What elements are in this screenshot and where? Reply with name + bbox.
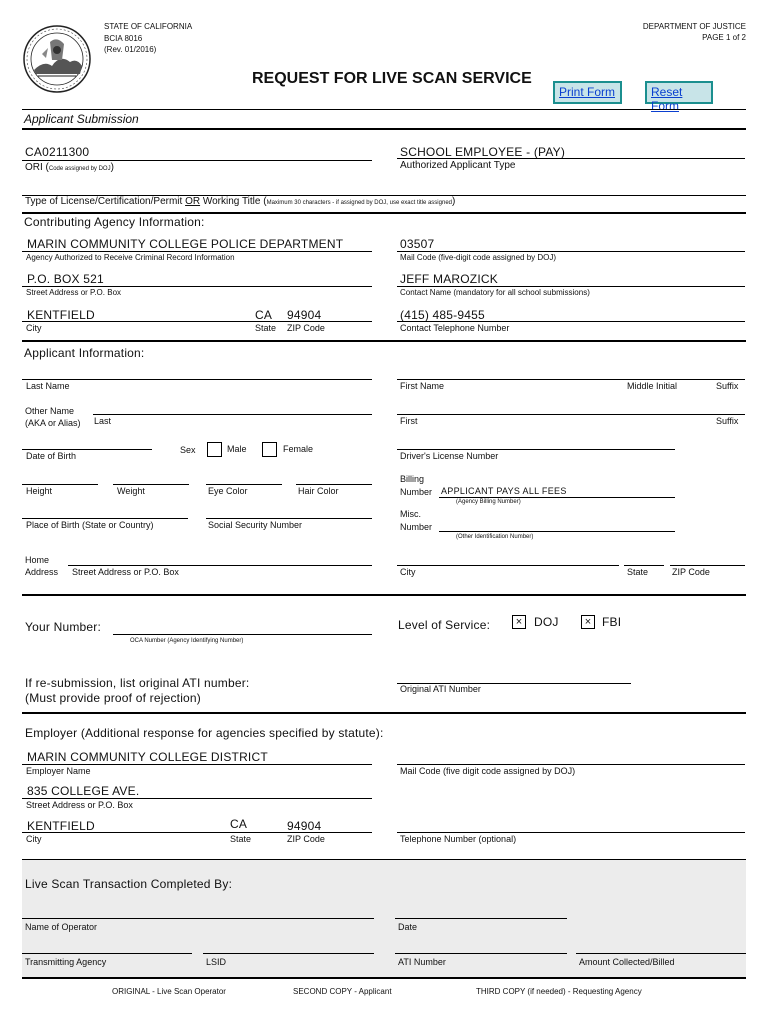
other-first-line — [397, 414, 745, 415]
divider — [22, 594, 746, 596]
employer-mail-line — [397, 764, 745, 765]
ssn-label: Social Security Number — [208, 520, 303, 530]
home-zip-label: ZIP Code — [672, 567, 710, 577]
sex-label: Sex — [180, 445, 196, 455]
state-seal — [22, 24, 92, 94]
phone-line — [397, 321, 745, 322]
header-revision: (Rev. 01/2016) — [104, 45, 157, 54]
dl-label: Driver's License Number — [400, 451, 499, 461]
employer-state-label: State — [230, 834, 252, 844]
employer-state-value[interactable]: CA — [230, 817, 248, 831]
other-name-label: Other Name — [25, 406, 75, 416]
resubmission-line-1: If re-submission, list original ATI number: — [25, 676, 250, 690]
employer-heading: Employer (Additional response for agencies specified by statute): — [25, 726, 384, 740]
street-line — [22, 286, 372, 287]
height-label: Height — [26, 486, 53, 496]
phone-value[interactable]: (415) 485-9455 — [400, 308, 485, 322]
misc-label-1: Misc. — [400, 509, 421, 519]
ori-value[interactable]: CA0211300 — [25, 145, 90, 159]
eye-line — [206, 484, 282, 485]
pob-line — [22, 518, 188, 519]
eye-label: Eye Color — [208, 486, 248, 496]
agency-value[interactable]: MARIN COMMUNITY COLLEGE POLICE DEPARTMENT — [27, 237, 344, 251]
home-street-label: Street Address or P.O. Box — [72, 567, 179, 577]
transmitting-line — [22, 953, 192, 954]
male-label: Male — [227, 444, 247, 454]
print-form-button[interactable]: Print Form — [553, 81, 622, 104]
ati-number-label: ATI Number — [398, 957, 446, 967]
ati-number-line — [395, 953, 567, 954]
other-suffix-label: Suffix — [716, 416, 739, 426]
header-form-code: BCIA 8016 — [104, 34, 143, 43]
home-state-label: State — [627, 567, 649, 577]
operator-label: Name of Operator — [25, 922, 98, 932]
employer-phone-line — [397, 832, 745, 833]
ori-label-end: ) — [110, 162, 114, 173]
resubmission-line-2: (Must provide proof of rejection) — [25, 691, 202, 705]
home-city-line — [397, 565, 619, 566]
mail-code-line — [397, 251, 745, 252]
mail-code-value[interactable]: 03507 — [400, 237, 435, 251]
footer-original: ORIGINAL - Live Scan Operator — [112, 987, 226, 996]
zip-value[interactable]: 94904 — [287, 308, 322, 322]
home-city-label: City — [400, 567, 416, 577]
mail-code-label: Mail Code (five-digit code assigned by DOJ) — [400, 253, 557, 262]
header-page: PAGE 1 of 2 — [702, 33, 746, 42]
divider — [22, 712, 746, 714]
ssn-line — [206, 518, 372, 519]
your-number-line — [113, 634, 372, 635]
phone-label: Contact Telephone Number — [400, 323, 510, 333]
employer-name-label: Employer Name — [26, 766, 91, 776]
ori-line — [22, 160, 372, 161]
state-label: State — [255, 323, 277, 333]
ati-label: Original ATI Number — [400, 684, 481, 694]
reset-form-button[interactable]: Reset Form — [645, 81, 713, 104]
divider — [22, 128, 746, 130]
ori-label-small: Code assigned by DOJ — [48, 166, 111, 172]
footer-second: SECOND COPY - Applicant — [293, 987, 392, 996]
contact-value[interactable]: JEFF MAROZICK — [400, 272, 498, 286]
pob-label: Place of Birth (State or Country) — [26, 520, 154, 530]
divider — [22, 212, 746, 214]
billing-small: (Agency Billing Number) — [456, 499, 521, 505]
amount-label: Amount Collected/Billed — [579, 957, 675, 967]
home-state-line — [624, 565, 664, 566]
employer-phone-label: Telephone Number (optional) — [400, 834, 517, 844]
hair-line — [296, 484, 372, 485]
fbi-checkbox[interactable]: × — [581, 615, 595, 629]
weight-line — [113, 484, 189, 485]
employer-name-line — [22, 764, 372, 765]
state-value[interactable]: CA — [255, 308, 273, 322]
applicant-type-label: Authorized Applicant Type — [400, 160, 516, 171]
city-value[interactable]: KENTFIELD — [27, 308, 95, 322]
livescan-heading: Live Scan Transaction Completed By: — [25, 877, 233, 891]
amount-line — [576, 953, 746, 954]
employer-city-label: City — [26, 834, 42, 844]
other-last-label: Last — [94, 416, 112, 426]
billing-line — [439, 497, 675, 498]
city-line — [22, 321, 372, 322]
last-name-label: Last Name — [26, 381, 70, 391]
contact-label: Contact Name (mandatory for all school submissions) — [400, 288, 590, 297]
home-street-line — [68, 565, 372, 566]
weight-label: Weight — [117, 486, 145, 496]
city-label: City — [26, 323, 42, 333]
dob-line — [22, 449, 152, 450]
divider — [22, 340, 746, 342]
ori-label-text: ORI ( — [25, 162, 49, 173]
divider — [22, 109, 746, 110]
employer-zip-value[interactable]: 94904 — [287, 819, 322, 833]
hair-label: Hair Color — [298, 486, 339, 496]
employer-street-line — [22, 798, 372, 799]
lsid-label: LSID — [206, 957, 227, 967]
header-state: STATE OF CALIFORNIA — [104, 22, 193, 31]
dob-label: Date of Birth — [26, 451, 77, 461]
aka-label: (AKA or Alias) — [25, 418, 81, 428]
street-label: Street Address or P.O. Box — [26, 288, 122, 297]
operator-line — [22, 918, 374, 919]
your-number-label: Your Number: — [25, 620, 101, 634]
applicant-type-line — [397, 158, 745, 159]
female-label: Female — [283, 444, 314, 454]
agency-line — [22, 251, 372, 252]
misc-label-2: Number — [400, 522, 433, 532]
employer-name-value[interactable]: MARIN COMMUNITY COLLEGE DISTRICT — [27, 750, 268, 764]
license-small: Maximum 30 characters - if assigned by DOJ, use exact title assigned — [266, 200, 452, 206]
license-label — [25, 196, 455, 207]
zip-label: ZIP Code — [287, 323, 325, 333]
employer-mail-label: Mail Code (five digit code assigned by DOJ) — [400, 766, 576, 776]
employer-city-value[interactable]: KENTFIELD — [27, 819, 95, 833]
male-checkbox[interactable] — [207, 442, 222, 457]
suffix-label: Suffix — [716, 381, 739, 391]
transmitting-label: Transmitting Agency — [25, 957, 107, 967]
header-department: DEPARTMENT OF JUSTICE — [642, 22, 746, 31]
first-name-line — [397, 379, 745, 380]
service-label: Level of Service: — [398, 618, 491, 632]
contact-line — [397, 286, 745, 287]
doj-label: DOJ — [534, 615, 559, 629]
applicant-heading: Applicant Information: — [24, 346, 145, 360]
home-zip-line — [670, 565, 745, 566]
first-name-label: First Name — [400, 381, 445, 391]
contributing-heading: Contributing Agency Information: — [24, 215, 205, 229]
agency-label: Agency Authorized to Receive Criminal Record Information — [26, 253, 235, 262]
footer-third: THIRD COPY (if needed) - Requesting Agency — [476, 987, 642, 996]
ori-label — [25, 162, 114, 173]
applicant-type-value[interactable]: SCHOOL EMPLOYEE - (PAY) — [400, 145, 566, 159]
doj-checkbox[interactable]: × — [512, 615, 526, 629]
date-line — [395, 918, 567, 919]
date-label: Date — [398, 922, 418, 932]
home-label-1: Home — [25, 555, 50, 565]
height-line — [22, 484, 98, 485]
fbi-label: FBI — [602, 615, 622, 629]
employer-city-line — [22, 832, 372, 833]
license-label-text: Type of License/Certification/Permit — [25, 196, 186, 207]
page-title: REQUEST FOR LIVE SCAN SERVICE — [252, 70, 532, 87]
female-checkbox[interactable] — [262, 442, 277, 457]
last-name-line — [22, 379, 372, 380]
section-title: Applicant Submission — [24, 112, 139, 126]
your-number-small: OCA Number (Agency Identifying Number) — [130, 638, 244, 644]
lsid-line — [203, 953, 374, 954]
other-last-line — [93, 414, 372, 415]
employer-street-label: Street Address or P.O. Box — [26, 800, 133, 810]
employer-street-value[interactable]: 835 COLLEGE AVE. — [27, 784, 140, 798]
street-value[interactable]: P.O. BOX 521 — [27, 272, 104, 286]
license-or: OR — [185, 196, 201, 207]
license-label2: Working Title ( — [200, 196, 267, 207]
employer-zip-label: ZIP Code — [287, 834, 325, 844]
middle-initial-label: Middle Initial — [627, 381, 678, 391]
billing-label-2: Number — [400, 487, 433, 497]
misc-small: (Other Identification Number) — [456, 534, 534, 540]
license-end: ) — [452, 196, 456, 207]
home-label-2: Address — [25, 567, 59, 577]
misc-line — [439, 531, 675, 532]
dl-line — [397, 449, 675, 450]
billing-label-1: Billing — [400, 474, 425, 484]
billing-value[interactable]: APPLICANT PAYS ALL FEES — [441, 486, 567, 496]
divider — [22, 977, 746, 979]
other-first-label: First — [400, 416, 418, 426]
